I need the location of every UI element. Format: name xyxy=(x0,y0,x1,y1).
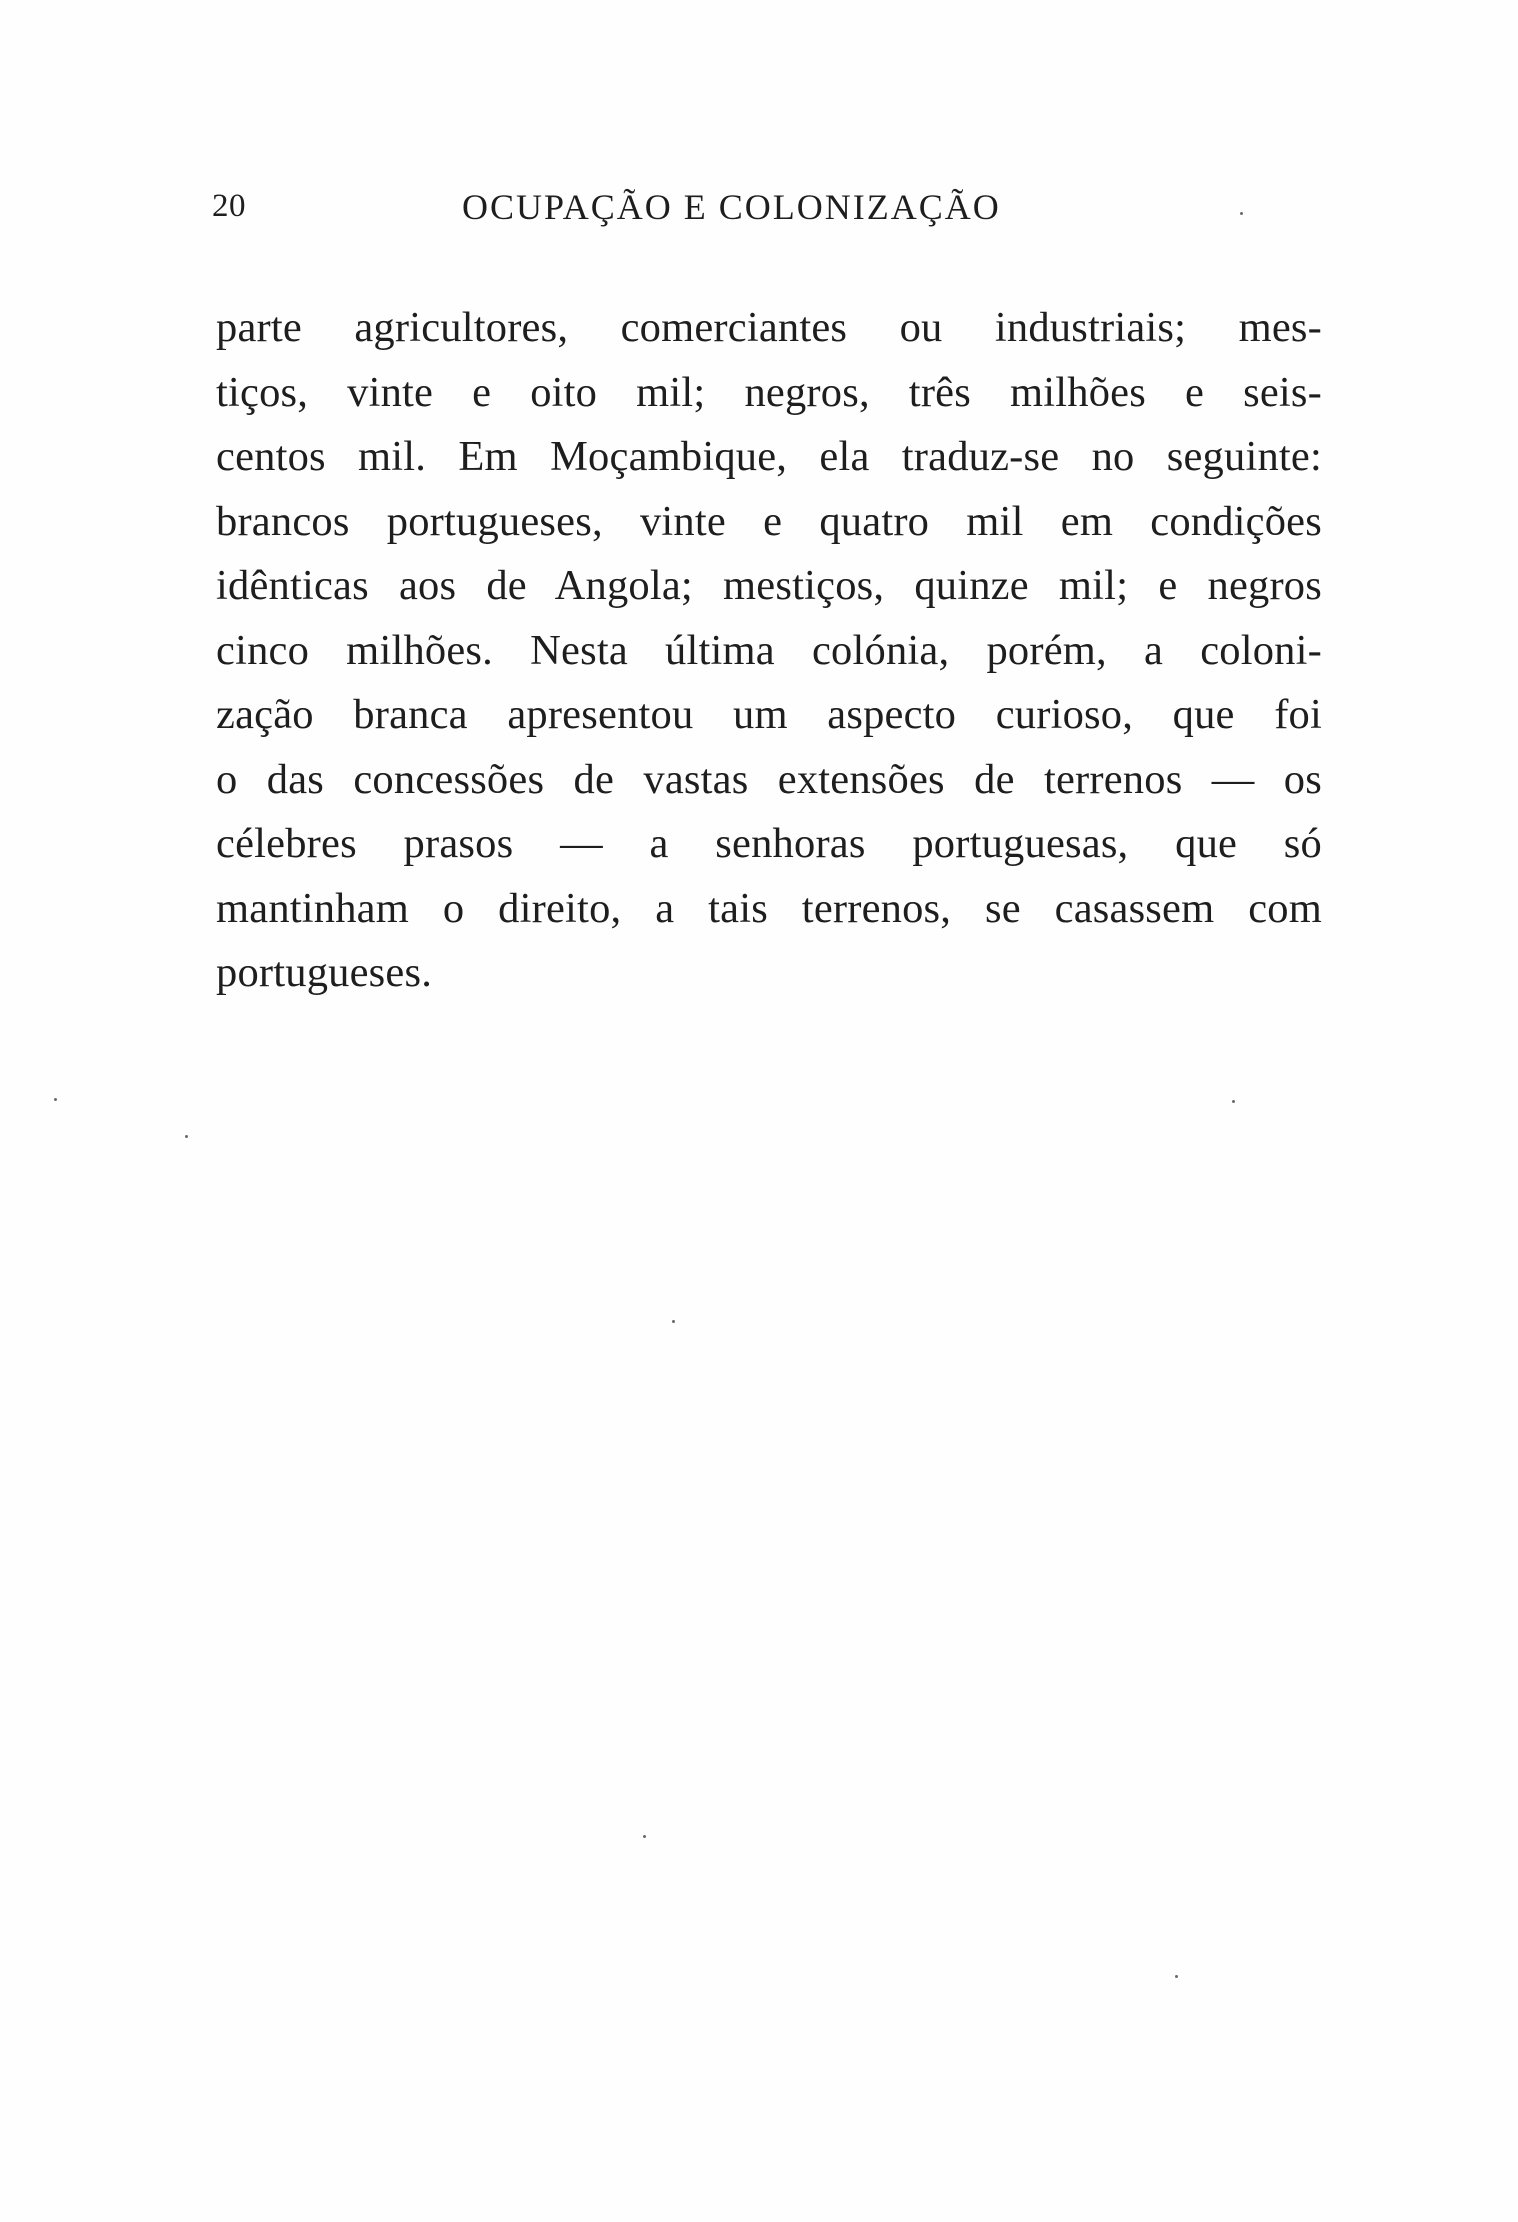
scan-speck xyxy=(672,1320,675,1323)
text-line: centos mil. Em Moçambique, ela traduz-se no seguinte: xyxy=(216,433,1322,480)
page-number: 20 xyxy=(212,188,246,224)
text-line: mantinham o direito, a tais terrenos, se casassem com xyxy=(216,884,1322,932)
running-title: OCUPAÇÃO E COLONIZAÇÃO xyxy=(462,187,1001,227)
text-line: brancos portugueses, vinte e quatro mil em condições xyxy=(216,497,1322,545)
scan-speck xyxy=(643,1835,646,1838)
scan-speck xyxy=(185,1135,188,1138)
text-line: o das concessões de vastas extensões de terrenos — os xyxy=(216,755,1322,803)
text-line: zação branca apresentou um aspecto curioso, que foi xyxy=(216,691,1322,738)
text-line: parte agricultores, comerciantes ou industriais; mes- xyxy=(216,304,1322,351)
body-paragraph xyxy=(216,296,1322,1006)
scan-speck xyxy=(1240,212,1243,215)
scan-speck xyxy=(1232,1100,1235,1103)
scan-speck xyxy=(54,1098,57,1101)
text-line: idênticas aos de Angola; mestiços, quinze mil; e negros xyxy=(216,562,1322,609)
page-header xyxy=(212,188,1342,238)
text-line: cinco milhões. Nesta última colónia, porém, a coloni- xyxy=(216,626,1322,674)
text-line: portugueses. xyxy=(216,949,433,996)
text-line: tiços, vinte e oito mil; negros, três milhões e seis- xyxy=(216,368,1322,416)
text-line: célebres prasos — a senhoras portuguesas, que só xyxy=(216,820,1322,867)
scan-speck xyxy=(1175,1975,1178,1978)
